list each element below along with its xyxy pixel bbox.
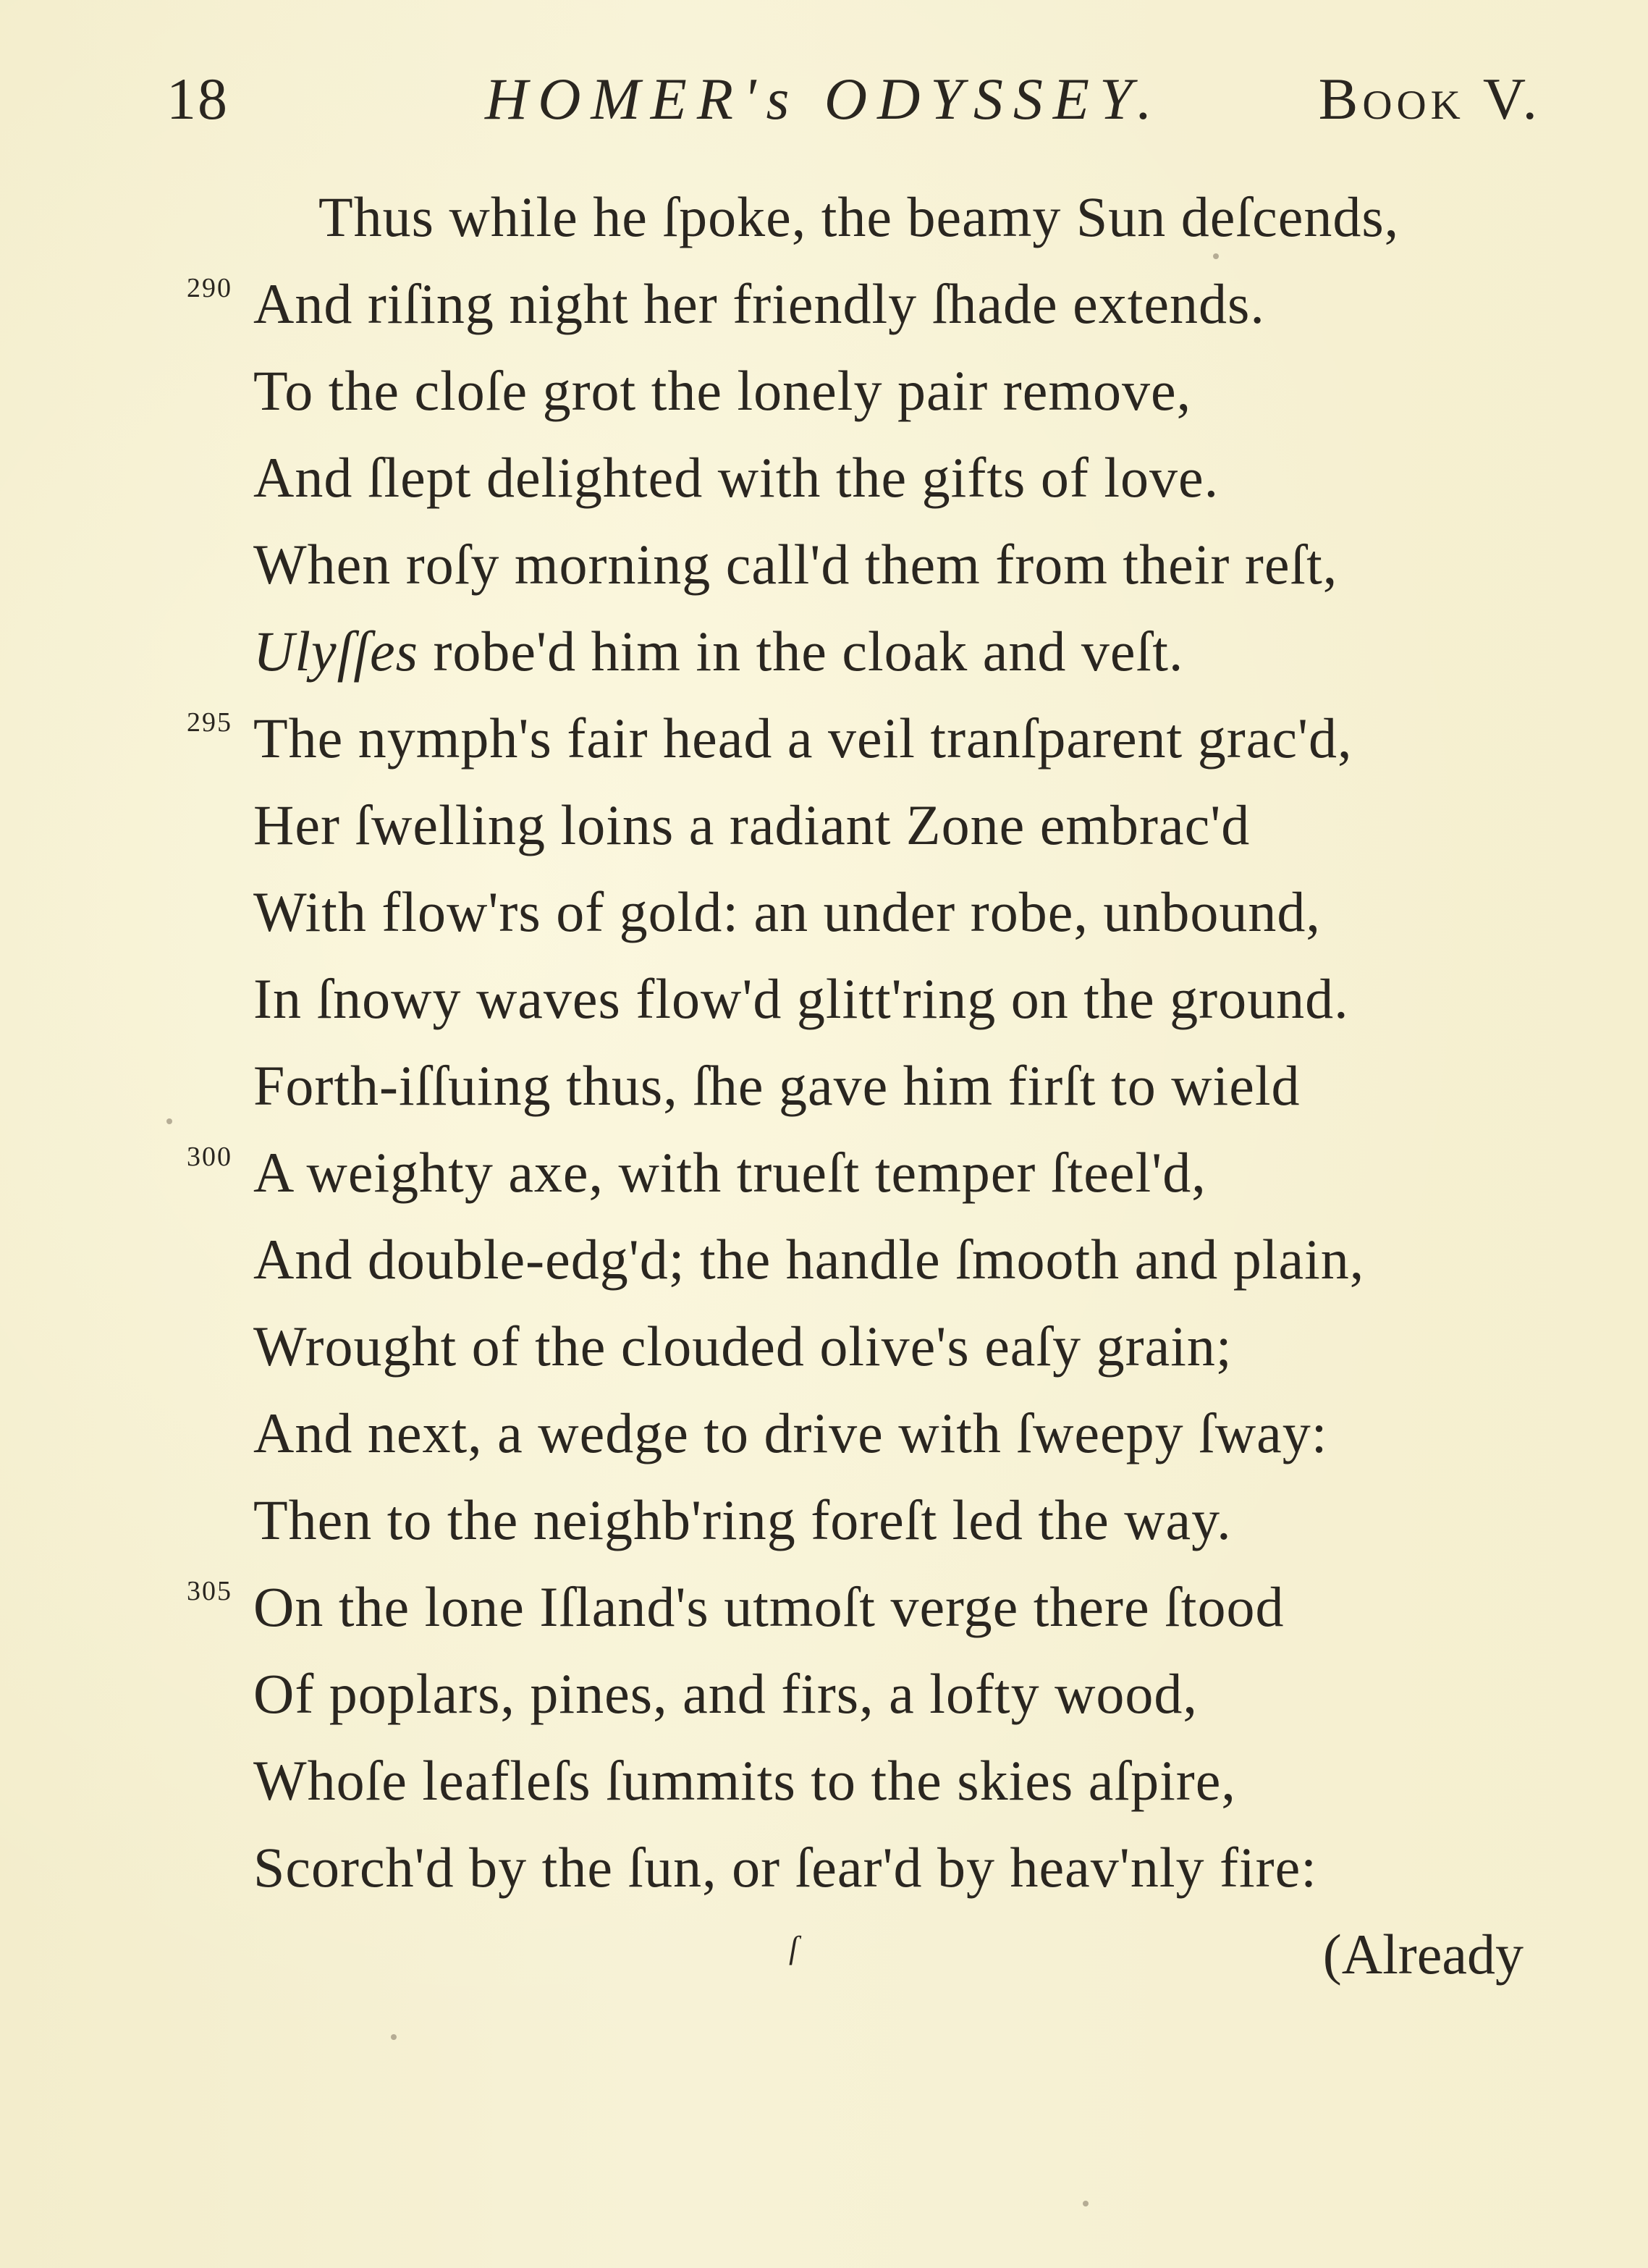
verse-line	[0, 608, 1648, 695]
verse-text: On the lone Iſland's utmoſt verge there ſtood	[253, 1575, 1285, 1638]
verse-text	[253, 608, 1183, 695]
paper-speck	[1213, 253, 1219, 259]
line-number: 295	[187, 707, 232, 738]
verse-text-rest: robe'd him in the cloak and veſt.	[418, 620, 1184, 683]
page-footer	[0, 1922, 1648, 2009]
verse-line	[0, 347, 1648, 434]
verse-text: Then to the neighb'ring foreſt led the way.	[253, 1488, 1232, 1551]
verse-line	[0, 1042, 1648, 1129]
paper-speck	[391, 2034, 397, 2040]
italic-name: Ulyſſes	[253, 620, 418, 683]
line-number: 305	[187, 1576, 232, 1606]
page-header	[166, 65, 1542, 145]
paper-speck	[166, 1118, 172, 1124]
paper-speck	[1083, 2201, 1089, 2206]
verse-line	[0, 521, 1648, 608]
verse-block	[0, 174, 1648, 1911]
running-title: HOMER's ODYSSEY.	[485, 66, 1162, 132]
verse-text: Scorch'd by the ſun, or ſear'd by heav'nly fire:	[253, 1836, 1317, 1899]
verse-line	[0, 869, 1648, 956]
verse-line	[0, 174, 1648, 261]
verse-line	[0, 1216, 1648, 1303]
line-number: 290	[187, 273, 232, 303]
verse-line	[0, 1651, 1648, 1737]
catchword: (Already	[1322, 1923, 1524, 1986]
verse-line	[0, 1824, 1648, 1911]
verse-text: When roſy morning call'd them from their reſt,	[253, 533, 1338, 596]
verse-line	[0, 1737, 1648, 1824]
verse-text: To the cloſe grot the lonely pair remove,	[253, 359, 1192, 422]
verse-text: In ſnowy waves flow'd glitt'ring on the ground.	[253, 967, 1349, 1030]
verse-text: Of poplars, pines, and firs, a lofty wood,	[253, 1662, 1198, 1725]
verse-line	[0, 1390, 1648, 1477]
book-label: Book V.	[1318, 66, 1542, 132]
verse-line	[0, 1129, 1648, 1216]
verse-text: A weighty axe, with trueſt temper ſteel'd,	[253, 1141, 1207, 1204]
verse-line	[0, 434, 1648, 521]
signature-mark: ſ	[789, 1930, 798, 1965]
verse-text: And riſing night her friendly ſhade extends.	[253, 272, 1265, 335]
verse-line	[0, 782, 1648, 869]
verse-text: And ſlept delighted with the gifts of love.	[253, 446, 1220, 509]
page-number: 18	[166, 66, 229, 132]
verse-line	[0, 1477, 1648, 1564]
verse-text: With flow'rs of gold: an under robe, unbound,	[253, 880, 1321, 943]
verse-line	[0, 261, 1648, 347]
verse-text: Whoſe leafleſs ſummits to the skies aſpire,	[253, 1749, 1236, 1812]
line-number: 300	[187, 1142, 232, 1172]
verse-text: And double-edg'd; the handle ſmooth and plain,	[253, 1228, 1365, 1291]
verse-text: Her ſwelling loins a radiant Zone embrac'd	[253, 793, 1251, 856]
verse-text: Thus while he ſpoke, the beamy Sun deſcends,	[318, 185, 1400, 248]
verse-text: Forth-iſſuing thus, ſhe gave him firſt to wield	[253, 1054, 1301, 1117]
verse-text: The nymph's fair head a veil tranſparent grac'd,	[253, 707, 1353, 770]
verse-text: Wrought of the clouded olive's eaſy grain;	[253, 1315, 1233, 1378]
verse-line	[0, 1303, 1648, 1390]
verse-line	[0, 695, 1648, 782]
verse-line	[0, 1564, 1648, 1651]
verse-text: And next, a wedge to drive with ſweepy ſway:	[253, 1401, 1328, 1464]
verse-line	[0, 956, 1648, 1042]
